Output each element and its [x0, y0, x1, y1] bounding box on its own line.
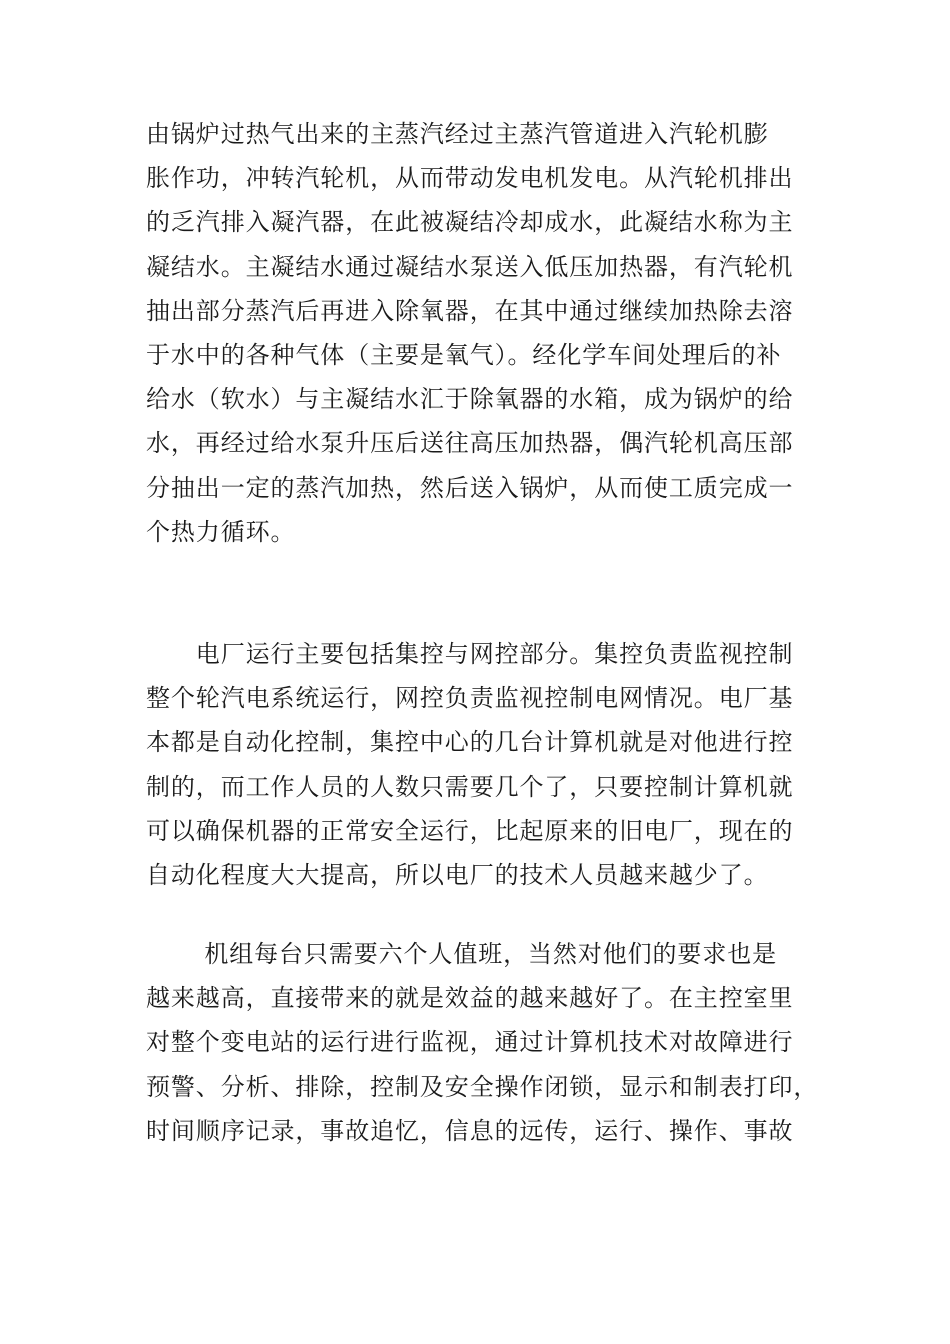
text-line: 机组每台只需要六个人值班，当然对他们的要求也是 — [146, 940, 778, 968]
text-line: 于水中的各种气体（主要是氧气）。经化学车间处理后的补 — [146, 340, 782, 369]
text-line: 个热力循环。 — [146, 517, 296, 546]
text-line: 对整个变电站的运行进行监视，通过计算机技术对故障进行 — [146, 1028, 794, 1057]
text-line: 整个轮汽电系统运行，网控负责监视控制电网情况。电厂基 — [146, 684, 794, 713]
text-line: 自动化程度大大提高，所以电厂的技术人员越来越少了。 — [146, 860, 769, 889]
text-line: 本都是自动化控制，集控中心的几台计算机就是对他进行控 — [146, 728, 794, 757]
text-line: 凝结水。主凝结水通过凝结水泵送入低压加热器，有汽轮机 — [146, 252, 794, 281]
paragraph-steam-cycle — [146, 112, 812, 554]
text-line: 预警、分析、排除，控制及安全操作闭锁，显示和制表打印， — [146, 1072, 819, 1101]
text-line: 分抽出一定的蒸汽加热，然后送入锅炉，从而使工质完成一 — [146, 473, 794, 502]
text-line: 越来越高，直接带来的就是效益的越来越好了。在主控室里 — [146, 984, 794, 1013]
text-line: 制的，而工作人员的人数只需要几个了，只要控制计算机就 — [146, 772, 794, 801]
text-line: 给水（软水）与主凝结水汇于除氧器的水箱，成为锅炉的给 — [146, 385, 794, 414]
text-line: 胀作功，冲转汽轮机，从而带动发电机发电。从汽轮机排出 — [146, 164, 794, 193]
text-line: 时间顺序记录，事故追忆，信息的远传，运行、操作、事故 — [146, 1116, 794, 1145]
text-line: 由锅炉过热气出来的主蒸汽经过主蒸汽管道进入汽轮机膨 — [146, 120, 769, 148]
text-line: 抽出部分蒸汽后再进入除氧器，在其中通过继续加热除去溶 — [146, 296, 794, 325]
text-line: 电厂运行主要包括集控与网控部分。集控负责监视控制 — [146, 640, 794, 668]
text-line: 水，再经过给水泵升压后送往高压加热器，偶汽轮机高压部 — [146, 429, 794, 458]
paragraph-plant-operation — [146, 632, 812, 897]
paragraph-control-room — [146, 932, 819, 1153]
text-line: 可以确保机器的正常安全运行，比起原来的旧电厂，现在的 — [146, 816, 794, 845]
text-line: 的乏汽排入凝汽器，在此被凝结冷却成水，此凝结水称为主 — [146, 208, 794, 237]
